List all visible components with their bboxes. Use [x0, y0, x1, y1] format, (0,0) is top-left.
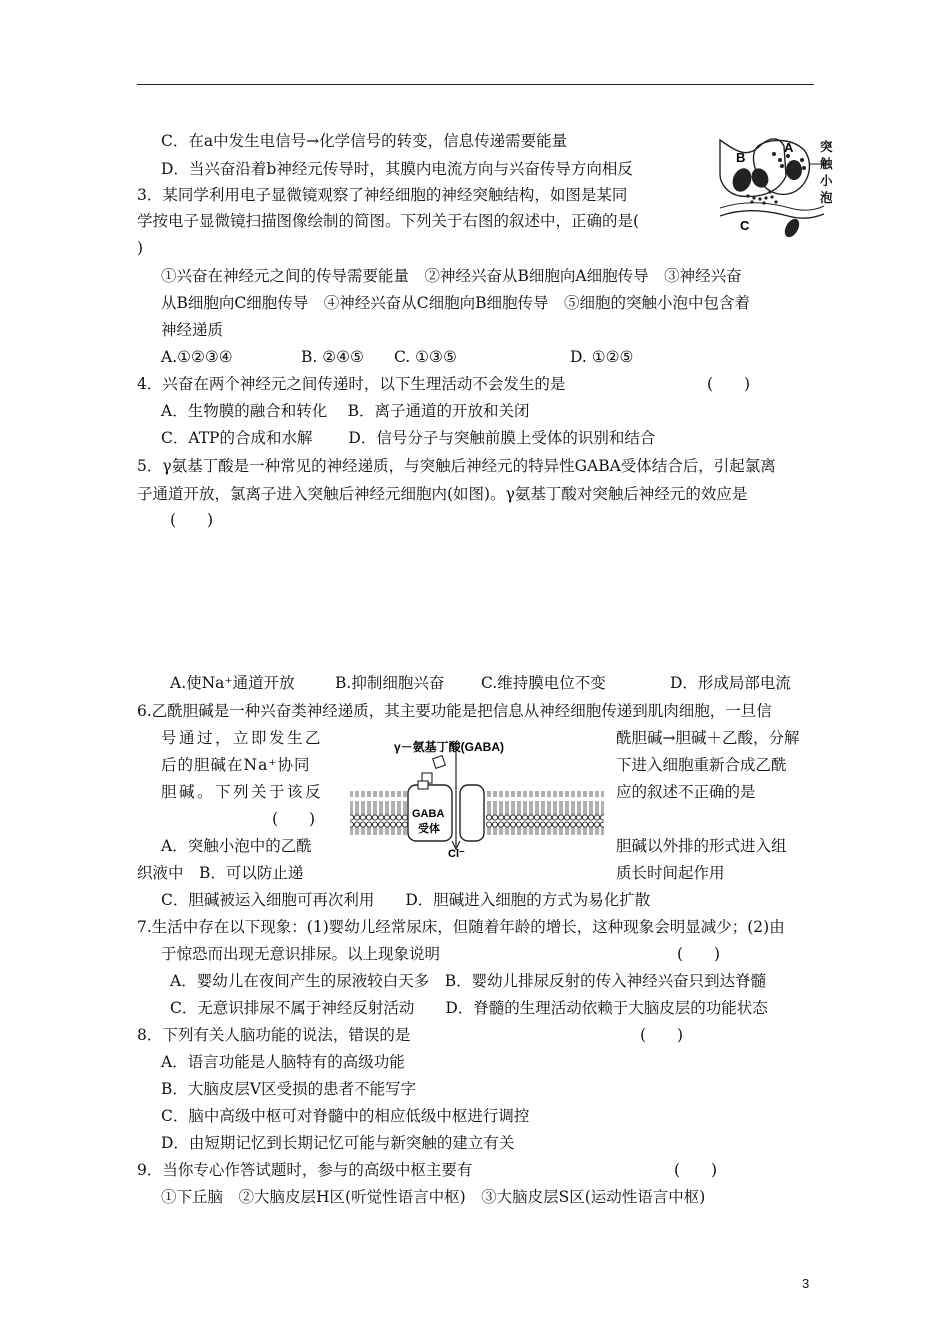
q3-items: 神经递质: [161, 321, 224, 339]
q3-option-d: D. ①②⑤: [570, 348, 634, 366]
vesicle-char: 突: [820, 139, 833, 154]
q4-stem: 4．兴奋在两个神经元之间传递时，以下生理活动不会发生的是: [137, 375, 566, 393]
q6-stem-right: 应的叙述不正确的是: [616, 783, 756, 801]
q8-option-b: B．大脑皮层V区受损的患者不能写字: [161, 1080, 417, 1098]
q3-stem: ): [137, 239, 144, 257]
q6-options-cd: C．胆碱被运入细胞可再次利用 D．胆碱进入细胞的方式为易化扩散: [161, 891, 651, 909]
q9-stem: 9．当你专心作答试题时，参与的高级中枢主要有: [137, 1161, 473, 1179]
vesicle-char: 触: [820, 156, 833, 171]
q5-option-b: B.抑制细胞兴奋: [335, 674, 445, 692]
cell-c-label: C: [740, 218, 750, 233]
chloride-ion-label: Cl⁻: [448, 848, 465, 857]
cell-a-label: A: [784, 140, 794, 155]
q5-stem: 子通道开放，氯离子进入突触后神经元细胞内(如图)。γ氨基丁酸对突触后神经元的效应是: [137, 485, 748, 503]
q6-option-a: A．突触小泡中的乙酰: [161, 837, 312, 855]
q3-option-a: A.①②③④: [161, 348, 233, 366]
q5-stem: 5．γ氨基丁酸是一种常见的神经递质，与突触后神经元的特异性GABA受体结合后，引起氯离: [137, 457, 776, 475]
q6-stem-left: 胆碱。下列关于该反: [161, 783, 324, 801]
q3-option-c: C. ①③⑤: [394, 348, 457, 366]
q6-stem-right: 酰胆碱→胆碱＋乙酸，分解: [616, 729, 800, 747]
q4-answer-blank: ( ): [707, 375, 751, 393]
vesicle-char: 泡: [820, 190, 833, 205]
q3-items: ①兴奋在神经元之间的传导需要能量 ②神经兴奋从B细胞向A细胞传导 ③神经兴奋: [161, 267, 742, 285]
q6-answer-blank: ( ): [272, 810, 316, 828]
q3-stem: 3．某同学利用电子显微镜观察了神经细胞的神经突触结构，如图是某同: [137, 186, 628, 204]
q2-option-c: C．在a中发生电信号→化学信号的转变，信息传递需要能量: [161, 132, 568, 150]
cell-b-label: B: [736, 150, 746, 165]
q6-stem-left: 后的胆碱在Na⁺协同: [161, 756, 311, 774]
q7-stem: 7.生活中存在以下现象：(1)婴幼儿经常尿床，但随着年龄的增长，这种现象会明显减少；(2)由: [137, 918, 785, 936]
q3-option-b: B. ②④⑤: [301, 348, 364, 366]
q2-option-d: D．当兴奋沿着b神经元传导时，其膜内电流方向与兴奋传导方向相反: [161, 160, 633, 178]
q8-option-d: D．由短期记忆到长期记忆可能与新突触的建立有关: [161, 1134, 515, 1152]
q3-items: 从B细胞向C细胞传导 ④神经兴奋从C细胞向B细胞传导 ⑤细胞的突触小泡中包含着: [161, 294, 751, 312]
q6-stem-left: 号通过，立即发生乙: [161, 729, 324, 747]
q8-answer-blank: ( ): [640, 1026, 684, 1044]
q7-options-cd: C．无意识排尿不属于神经反射活动 D．脊髓的生理活动依赖于大脑皮层的功能状态: [170, 999, 768, 1017]
gaba-receptor-figure: [348, 733, 606, 857]
gaba-title: γ－氨基丁酸(GABA): [394, 740, 504, 754]
q6-option-b-cont: 质长时间起作用: [616, 864, 725, 882]
gaba-receptor-label: 受体: [418, 823, 440, 835]
q6-stem: 6.乙酰胆碱是一种兴奋类神经递质，其主要功能是把信息从神经细胞传递到肌肉细胞，一旦信: [137, 702, 772, 720]
q7-answer-blank: ( ): [677, 945, 721, 963]
q6-option-a-cont: 胆碱以外排的形式进入组: [616, 837, 787, 855]
q4-options-ab: A．生物膜的融合和转化 B．离子通道的开放和关闭: [161, 402, 530, 420]
q5-answer-blank: ( ): [170, 511, 214, 529]
q8-option-c: C．脑中高级中枢可对脊髓中的相应低级中枢进行调控: [161, 1107, 530, 1125]
q7-stem: 于惊恐而出现无意识排尿。以上现象说明: [161, 945, 441, 963]
q9-items: ①下丘脑 ②大脑皮层H区(听觉性语言中枢) ③大脑皮层S区(运动性语言中枢): [161, 1188, 706, 1206]
q5-option-c: C.维持膜电位不变: [481, 674, 606, 692]
synapse-figure: [718, 136, 826, 240]
q6-stem-right: 下进入细胞重新合成乙酰: [616, 756, 787, 774]
gaba-receptor-label: GABA: [412, 808, 445, 820]
q6-option-b: 织液中 B．可以防止递: [137, 864, 304, 882]
vesicle-label: [820, 138, 834, 206]
q5-option-a: A.使Na⁺通道开放: [170, 674, 295, 692]
q8-stem: 8．下列有关人脑功能的说法，错误的是: [137, 1026, 411, 1044]
q9-answer-blank: ( ): [674, 1161, 718, 1179]
page-number: 3: [802, 1276, 810, 1291]
vesicle-char: 小: [820, 173, 833, 188]
q3-stem: 学按电子显微镜扫描图像绘制的简图。下列关于右图的叙述中，正确的是(: [137, 212, 640, 230]
q4-options-cd: C．ATP的合成和水解 D．信号分子与突触前膜上受体的识别和结合: [161, 429, 656, 447]
q8-option-a: A．语言功能是人脑特有的高级功能: [161, 1053, 405, 1071]
q5-option-d: D．形成局部电流: [670, 674, 791, 692]
q7-options-ab: A．婴幼儿在夜间产生的尿液较白天多 B．婴幼儿排尿反射的传入神经兴奋只到达脊髓: [170, 972, 767, 990]
header-rule: [137, 84, 814, 85]
